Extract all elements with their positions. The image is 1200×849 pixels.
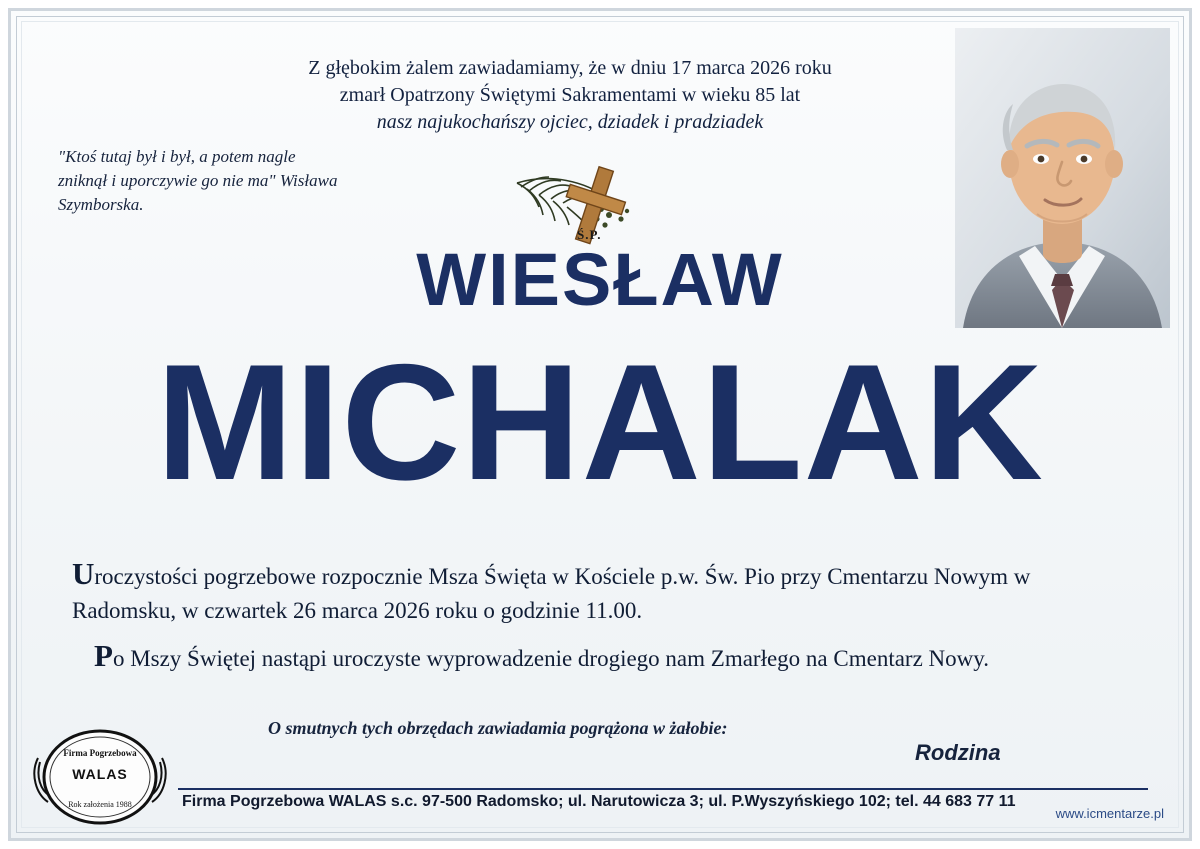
ceremony-paragraph-2	[72, 638, 1136, 676]
funeral-home-logo	[30, 728, 170, 828]
footer-company-info: Firma Pogrzebowa WALAS s.c. 97-500 Radomsko; ul. Narutowicza 3; ul. P.Wyszyńskiego 102; tel. 44 683 77 11	[182, 793, 1016, 810]
header-line-1: Z głębokim żalem zawiadamiamy, że w dniu 17 marca 2026 roku	[308, 57, 832, 79]
ceremony-paragraph-1	[72, 556, 1136, 628]
header-line-2: zmarł Opatrzony Świętymi Sakramentami w wieku 85 lat	[339, 84, 801, 106]
poem-quote: "Ktoś tutaj był i był, a potem nagle zniknął i uporczywie go nie ma" Wisława Szymborska.	[58, 147, 338, 214]
logo-line-1: Firma Pogrzebowa	[63, 748, 137, 758]
announcement-line: O smutnych tych obrzędach zawiadamia pogrążona w żałobie:	[268, 718, 728, 738]
footer-divider	[178, 788, 1148, 790]
logo-line-3: Rok założenia 1988	[68, 800, 132, 809]
first-name: WIESŁAW	[416, 238, 784, 321]
dropcap-u: U	[72, 556, 95, 591]
logo-line-2: WALAS	[72, 766, 128, 782]
header-line-3: nasz najukochańszy ojciec, dziadek i pradziadek	[376, 111, 764, 133]
last-name: MICHALAK	[156, 330, 1044, 514]
announcement-header	[250, 55, 890, 136]
ceremony-details	[72, 556, 1136, 690]
family-signature: Rodzina	[915, 740, 1001, 765]
sp-label: Ś.P.	[577, 227, 602, 242]
ceremony-text-2: o Mszy Świętej nastąpi uroczyste wyprowadzenie drogiego nam Zmarłego na Cmentarz Nowy.	[112, 646, 990, 671]
ceremony-text-1: roczystości pogrzebowe rozpocznie Msza Święta w Kościele p.w. Św. Pio przy Cmentarzu Nowym w Radomsku, w czwartek 26 marca 2026 roku o godzinie 11.00.	[72, 564, 1031, 623]
dropcap-p: P	[94, 638, 113, 673]
website-link[interactable]: www.icmentarze.pl	[1055, 806, 1164, 821]
